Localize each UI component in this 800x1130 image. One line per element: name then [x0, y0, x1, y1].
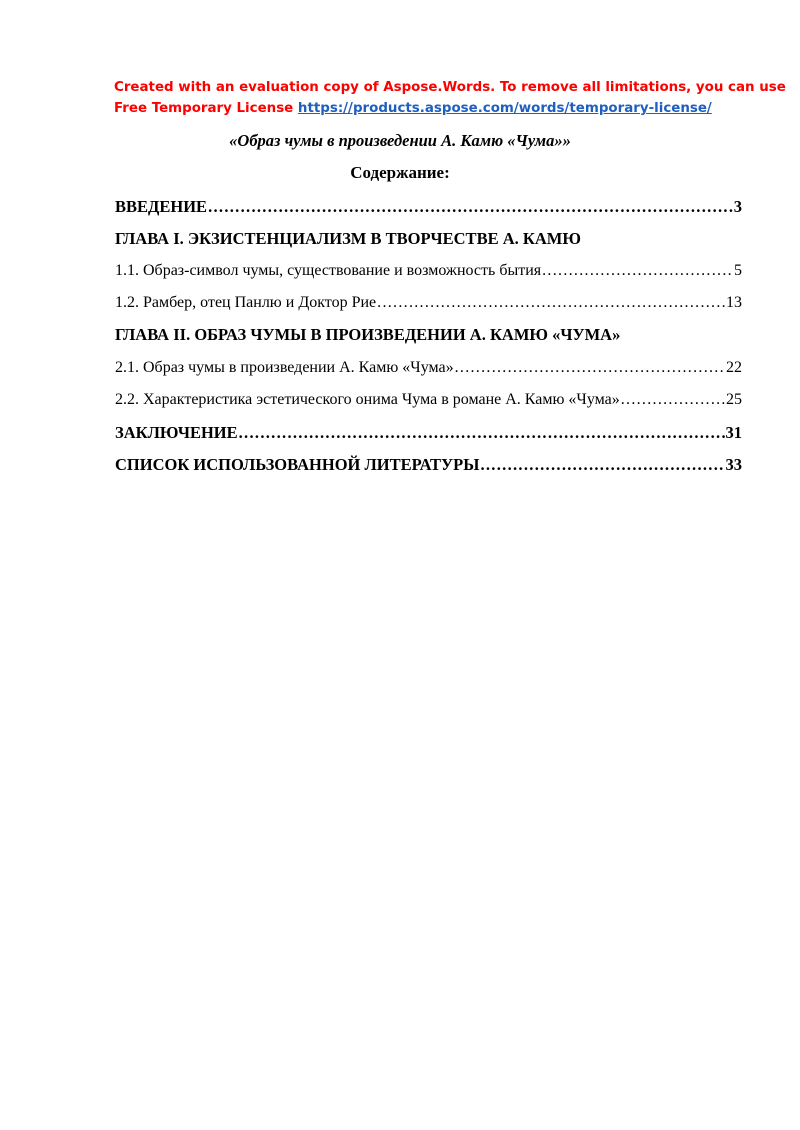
toc-dot-leader — [542, 261, 733, 281]
toc-dot-leader — [208, 197, 733, 217]
toc-entry-label: ВВЕДЕНИЕ — [115, 197, 208, 216]
toc-dot-leader — [377, 293, 725, 313]
toc-entry-page: 31 — [725, 423, 742, 442]
toc-entry-chapter-1[interactable] — [115, 229, 742, 249]
toc-entry-page: 3 — [733, 197, 742, 216]
toc-entry-conclusion[interactable] — [115, 423, 742, 443]
watermark-line-1: Created with an evaluation copy of Aspose.Words. To remove all limitations, you can use — [114, 80, 786, 95]
toc-entry-chapter-2[interactable] — [115, 325, 742, 345]
toc-entry-page: 33 — [725, 455, 742, 474]
toc-entry-page: 5 — [734, 262, 742, 279]
toc-dot-leader — [239, 423, 725, 443]
toc-heading: Содержание: — [350, 163, 450, 182]
watermark-license-label: Free Temporary License — [114, 101, 298, 116]
toc-entry-introduction[interactable] — [115, 197, 742, 217]
toc-entry-section-2-2[interactable] — [115, 390, 742, 410]
toc-entry-label: ГЛАВА I. ЭКЗИСТЕНЦИАЛИЗМ В ТВОРЧЕСТВЕ А. КАМЮ — [115, 229, 581, 248]
toc-entry-label: 2.1. Образ чумы в произведении А. Камю «Чума» — [115, 359, 454, 376]
toc-entry-section-2-1[interactable] — [115, 358, 742, 378]
temporary-license-link[interactable]: https://products.aspose.com/words/temporary-license/ — [297, 101, 712, 116]
toc-dot-leader — [480, 455, 724, 475]
toc-dot-leader — [621, 390, 725, 410]
toc-entry-section-1-2[interactable] — [115, 293, 742, 313]
toc-entry-label: СПИСОК ИСПОЛЬЗОВАННОЙ ЛИТЕРАТУРЫ — [115, 455, 480, 474]
toc-entry-label: 1.2. Рамбер, отец Панлю и Доктор Рие — [115, 294, 377, 311]
toc-entry-label: 1.1. Образ-символ чумы, существование и возможность бытия — [115, 262, 542, 279]
evaluation-watermark — [114, 77, 786, 119]
toc-entry-label: ЗАКЛЮЧЕНИЕ — [115, 423, 238, 442]
toc-entry-page: 25 — [726, 391, 742, 408]
toc-entry-section-1-1[interactable] — [115, 261, 742, 281]
document-title: «Образ чумы в произведении А. Камю «Чума»» — [229, 131, 571, 150]
toc-entry-page: 22 — [726, 359, 742, 376]
toc-entry-label: 2.2. Характеристика эстетического онима Чума в романе А. Камю «Чума» — [115, 391, 620, 408]
watermark-line-2 — [114, 98, 754, 119]
toc-entry-page: 13 — [726, 294, 742, 311]
toc-dot-leader — [455, 358, 725, 378]
toc-entry-label: ГЛАВА II. ОБРАЗ ЧУМЫ В ПРОИЗВЕДЕНИИ А. КАМЮ «ЧУМА» — [115, 325, 621, 344]
toc-entry-bibliography[interactable] — [115, 455, 742, 475]
